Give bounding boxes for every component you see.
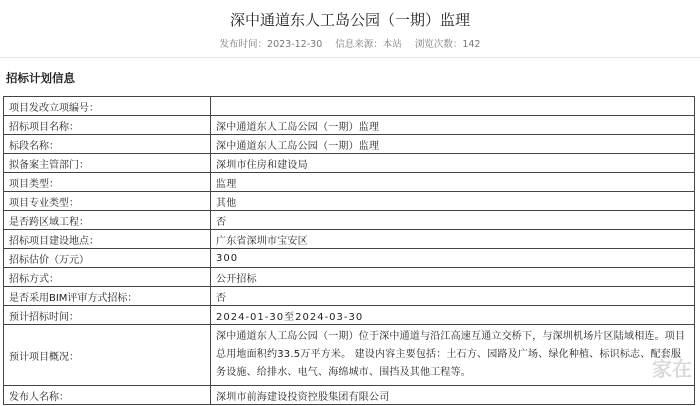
row-label: 预计招标时间： (4, 306, 211, 325)
row-value: 深中通道东人工岛公园（一期）监理 (211, 116, 695, 135)
tender-plan-table (3, 96, 695, 405)
table-row (4, 306, 695, 325)
row-value: 否 (211, 211, 695, 230)
publish-time: 发布时间：2023-12-30 (219, 39, 323, 50)
row-label: 项目类型： (4, 173, 211, 192)
info-source: 信息来源：本站 (335, 39, 402, 50)
row-value: 深中通道东人工岛公园（一期）位于深中通道与沿江高速互通立交桥下，与深圳机场片区陆域相连。项目总用地面积约33.5万平方米。 建设内容主要包括：土石方、园路及广场、绿化种植、标识标志、配套服务设施、给排水、电气、海绵城市、围挡及其他工程等。 (211, 325, 695, 386)
table-row (4, 135, 695, 154)
table-row (4, 116, 695, 135)
page-title: 深中通道东人工岛公园（一期）监理 (229, 11, 470, 29)
table-row (4, 192, 695, 211)
section-title: 招标计划信息 (6, 71, 75, 85)
row-value (211, 97, 695, 116)
table-row (4, 325, 695, 386)
view-count: 浏览次数：142 (414, 39, 481, 50)
table-row (4, 230, 695, 249)
row-value: 公开招标 (211, 268, 695, 287)
row-value: 监理 (211, 173, 695, 192)
row-value: 广东省深圳市宝安区 (211, 230, 695, 249)
row-label: 招标项目建设地点： (4, 230, 211, 249)
table-row (4, 154, 695, 173)
row-value: 300 (211, 249, 695, 268)
row-label: 项目专业类型： (4, 192, 211, 211)
table-row (4, 268, 695, 287)
row-label: 发布人名称： (4, 386, 211, 405)
row-value: 深圳市住房和建设局 (211, 154, 695, 173)
row-label: 预计项目概况： (4, 325, 211, 386)
table-row (4, 386, 695, 405)
row-value: 其他 (211, 192, 695, 211)
site-watermark: 家在 (652, 357, 692, 381)
row-label: 是否采用BIM评审方式招标： (4, 287, 211, 306)
row-label: 标段名称： (4, 135, 211, 154)
row-value: 深圳市前海建设投资控股集团有限公司 (211, 386, 695, 405)
header-divider (0, 57, 700, 58)
table-row (4, 173, 695, 192)
row-label: 招标方式： (4, 268, 211, 287)
row-label: 是否跨区域工程： (4, 211, 211, 230)
row-label: 拟备案主管部门： (4, 154, 211, 173)
table-row (4, 249, 695, 268)
table-row (4, 287, 695, 306)
row-value: 深中通道东人工岛公园（一期）监理 (211, 135, 695, 154)
table-row (4, 211, 695, 230)
row-value: 2024-01-30至2024-03-30 (211, 306, 695, 325)
row-label: 项目发改立项编号： (4, 97, 211, 116)
row-label: 招标项目名称： (4, 116, 211, 135)
row-label: 招标估价（万元） (4, 249, 211, 268)
row-value: 否 (211, 287, 695, 306)
meta-info (0, 36, 700, 50)
table-row (4, 97, 695, 116)
